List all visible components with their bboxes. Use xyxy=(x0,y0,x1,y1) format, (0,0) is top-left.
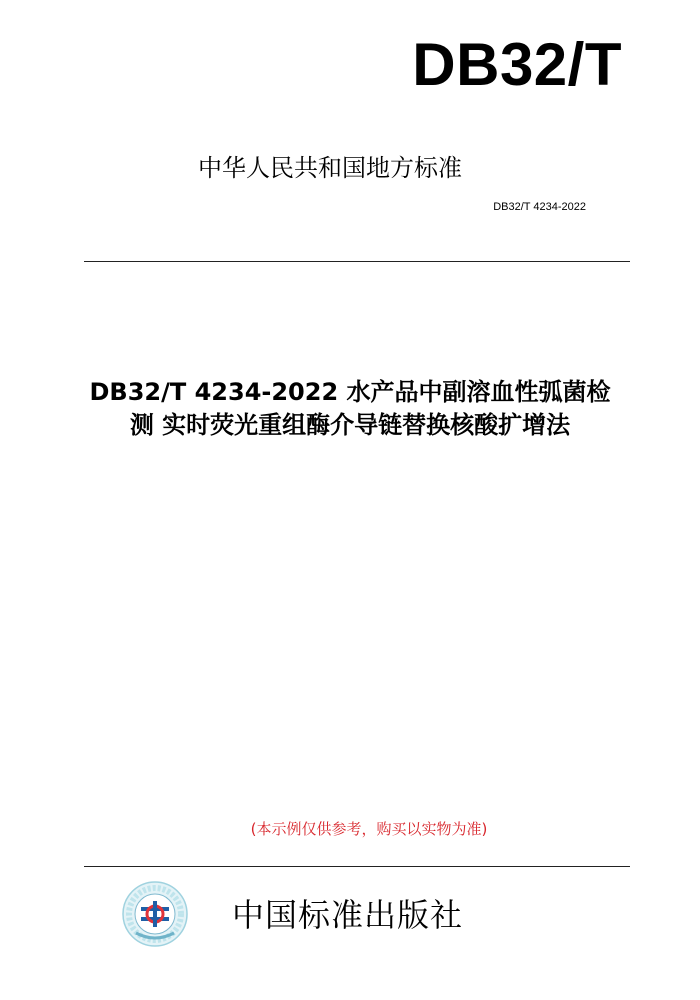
publisher-seal-icon xyxy=(122,881,188,947)
standard-type-heading xyxy=(0,150,700,186)
bottom-divider xyxy=(84,866,630,867)
publisher-seal-graphic xyxy=(122,881,188,947)
publisher-name: 中国标准出版社 xyxy=(232,896,464,934)
document-title-line-2: 测 实时荧光重组酶介导链替换核酸扩增法 xyxy=(129,411,571,439)
top-divider xyxy=(84,261,630,262)
document-title-line-1: DB32/T 4234-2022 水产品中副溶血性弧菌检 xyxy=(89,378,611,406)
sample-disclaimer xyxy=(0,818,700,840)
standard-type-text: 中华人民共和国地方标准 xyxy=(198,154,462,182)
standard-number: DB32/T 4234-2022 xyxy=(493,201,586,213)
standard-code-heading: DB32/T xyxy=(412,31,622,98)
sample-disclaimer-text: (本示例仅供参考，购买以实物为准) xyxy=(250,820,488,838)
document-title xyxy=(40,376,660,442)
